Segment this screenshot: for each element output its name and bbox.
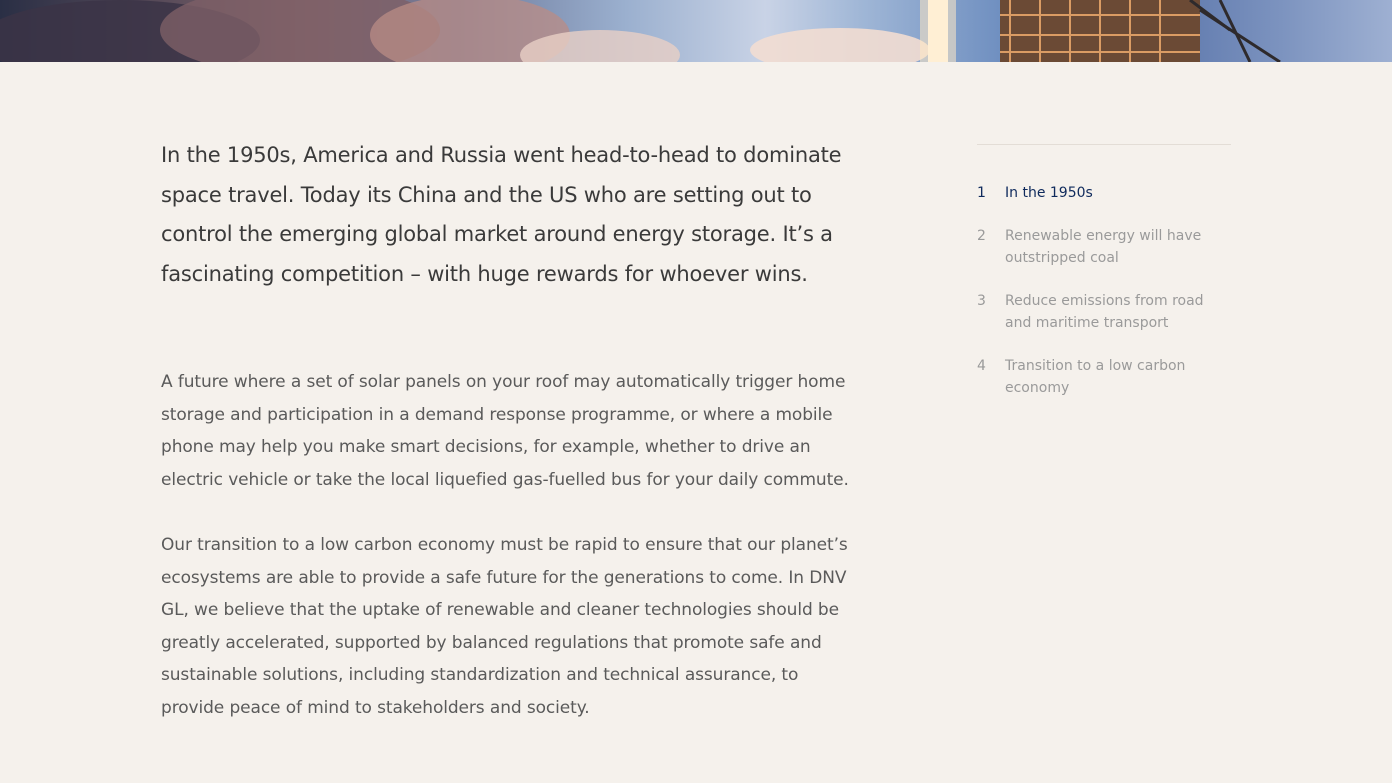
toc-item-2[interactable] — [977, 225, 1231, 269]
table-of-contents — [977, 144, 1231, 396]
article-lead: In the 1950s, America and Russia went head-to-head to dominate space travel. Today its China and the US who are setting out to control the emerging global market around energy storage. It’s a fascinating competition – with huge rewards for whoever wins. — [161, 143, 842, 286]
article-paragraph-1: A future where a set of solar panels on your roof may automatically trigger home storage and participation in a demand response programme, or where a mobile phone may help you make smart decisions, for example, whether to drive an electric vehicle or take the local liquefied gas-fuelled bus for your daily commute. — [161, 372, 849, 490]
article-lead-section — [161, 136, 861, 294]
toc-number: 2 — [977, 228, 986, 244]
toc-label: Reduce emissions from road and maritime transport — [1005, 293, 1204, 331]
article-paragraph-2: Our transition to a low carbon economy must be rapid to ensure that our planet’s ecosystems are able to provide a safe future for the generations to come. In DNV GL, we believe that the uptake of renewable and cleaner technologies should be greatly accelerated, supported by balanced regulations that promote safe and sustainable solutions, including standardization and technical assurance, to provide peace of mind to stakeholders and society. — [161, 535, 848, 718]
toc-number: 1 — [977, 185, 986, 201]
rocket-launch-illustration — [0, 0, 1392, 62]
toc-item-3[interactable] — [977, 290, 1231, 334]
toc-label: In the 1950s — [1005, 185, 1093, 201]
toc-item-1[interactable] — [977, 182, 1231, 204]
hero-banner-image — [0, 0, 1392, 62]
toc-number: 4 — [977, 358, 986, 374]
toc-label: Transition to a low carbon economy — [1005, 358, 1186, 396]
toc-number: 3 — [977, 293, 986, 309]
toc-item-4[interactable] — [977, 355, 1231, 399]
toc-label: Renewable energy will have outstripped coal — [1005, 228, 1202, 266]
